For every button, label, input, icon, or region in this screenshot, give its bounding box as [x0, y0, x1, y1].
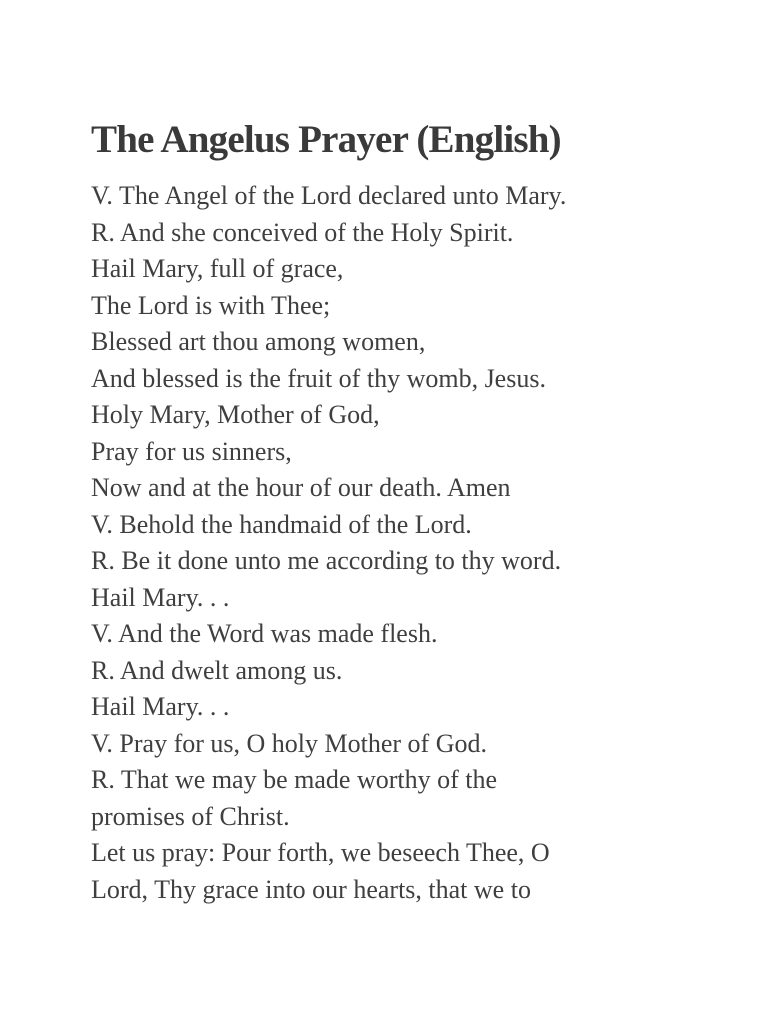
text-line: promises of Christ. — [91, 801, 290, 831]
text-line: Holy Mary, Mother of God, — [91, 400, 380, 429]
text-line: R. And she conceived of the Holy Spirit. — [91, 217, 514, 247]
prayer-text — [91, 178, 731, 908]
text-line: R. That we may be made worthy of the — [91, 765, 498, 794]
text-line: Lord, Thy grace into our hearts, that we to — [91, 874, 531, 904]
text-line: V. Behold the handmaid of the Lord. — [91, 509, 472, 539]
text-line: Hail Mary. . . — [91, 582, 230, 612]
document-title: The Angelus Prayer (English) — [91, 118, 561, 161]
text-line: V. The Angel of the Lord declared unto Mary. — [91, 181, 567, 210]
text-line: The Lord is with Thee; — [91, 290, 331, 320]
text-line: Hail Mary. . . — [91, 692, 230, 721]
text-line: R. And dwelt among us. — [91, 655, 343, 685]
text-line: Pray for us sinners, — [91, 436, 292, 466]
text-line: R. Be it done unto me according to thy word. — [91, 546, 562, 575]
text-line: V. And the Word was made flesh. — [91, 619, 438, 648]
document-body — [91, 114, 731, 908]
text-line: Let us pray: Pour forth, we beseech Thee, O — [91, 838, 550, 867]
text-line: And blessed is the fruit of thy womb, Jesus. — [91, 363, 546, 393]
text-line: Hail Mary, full of grace, — [91, 254, 344, 283]
text-line: Blessed art thou among women, — [91, 327, 426, 356]
text-line: V. Pray for us, O holy Mother of God. — [91, 728, 487, 758]
text-line: Now and at the hour of our death. Amen — [91, 473, 511, 502]
